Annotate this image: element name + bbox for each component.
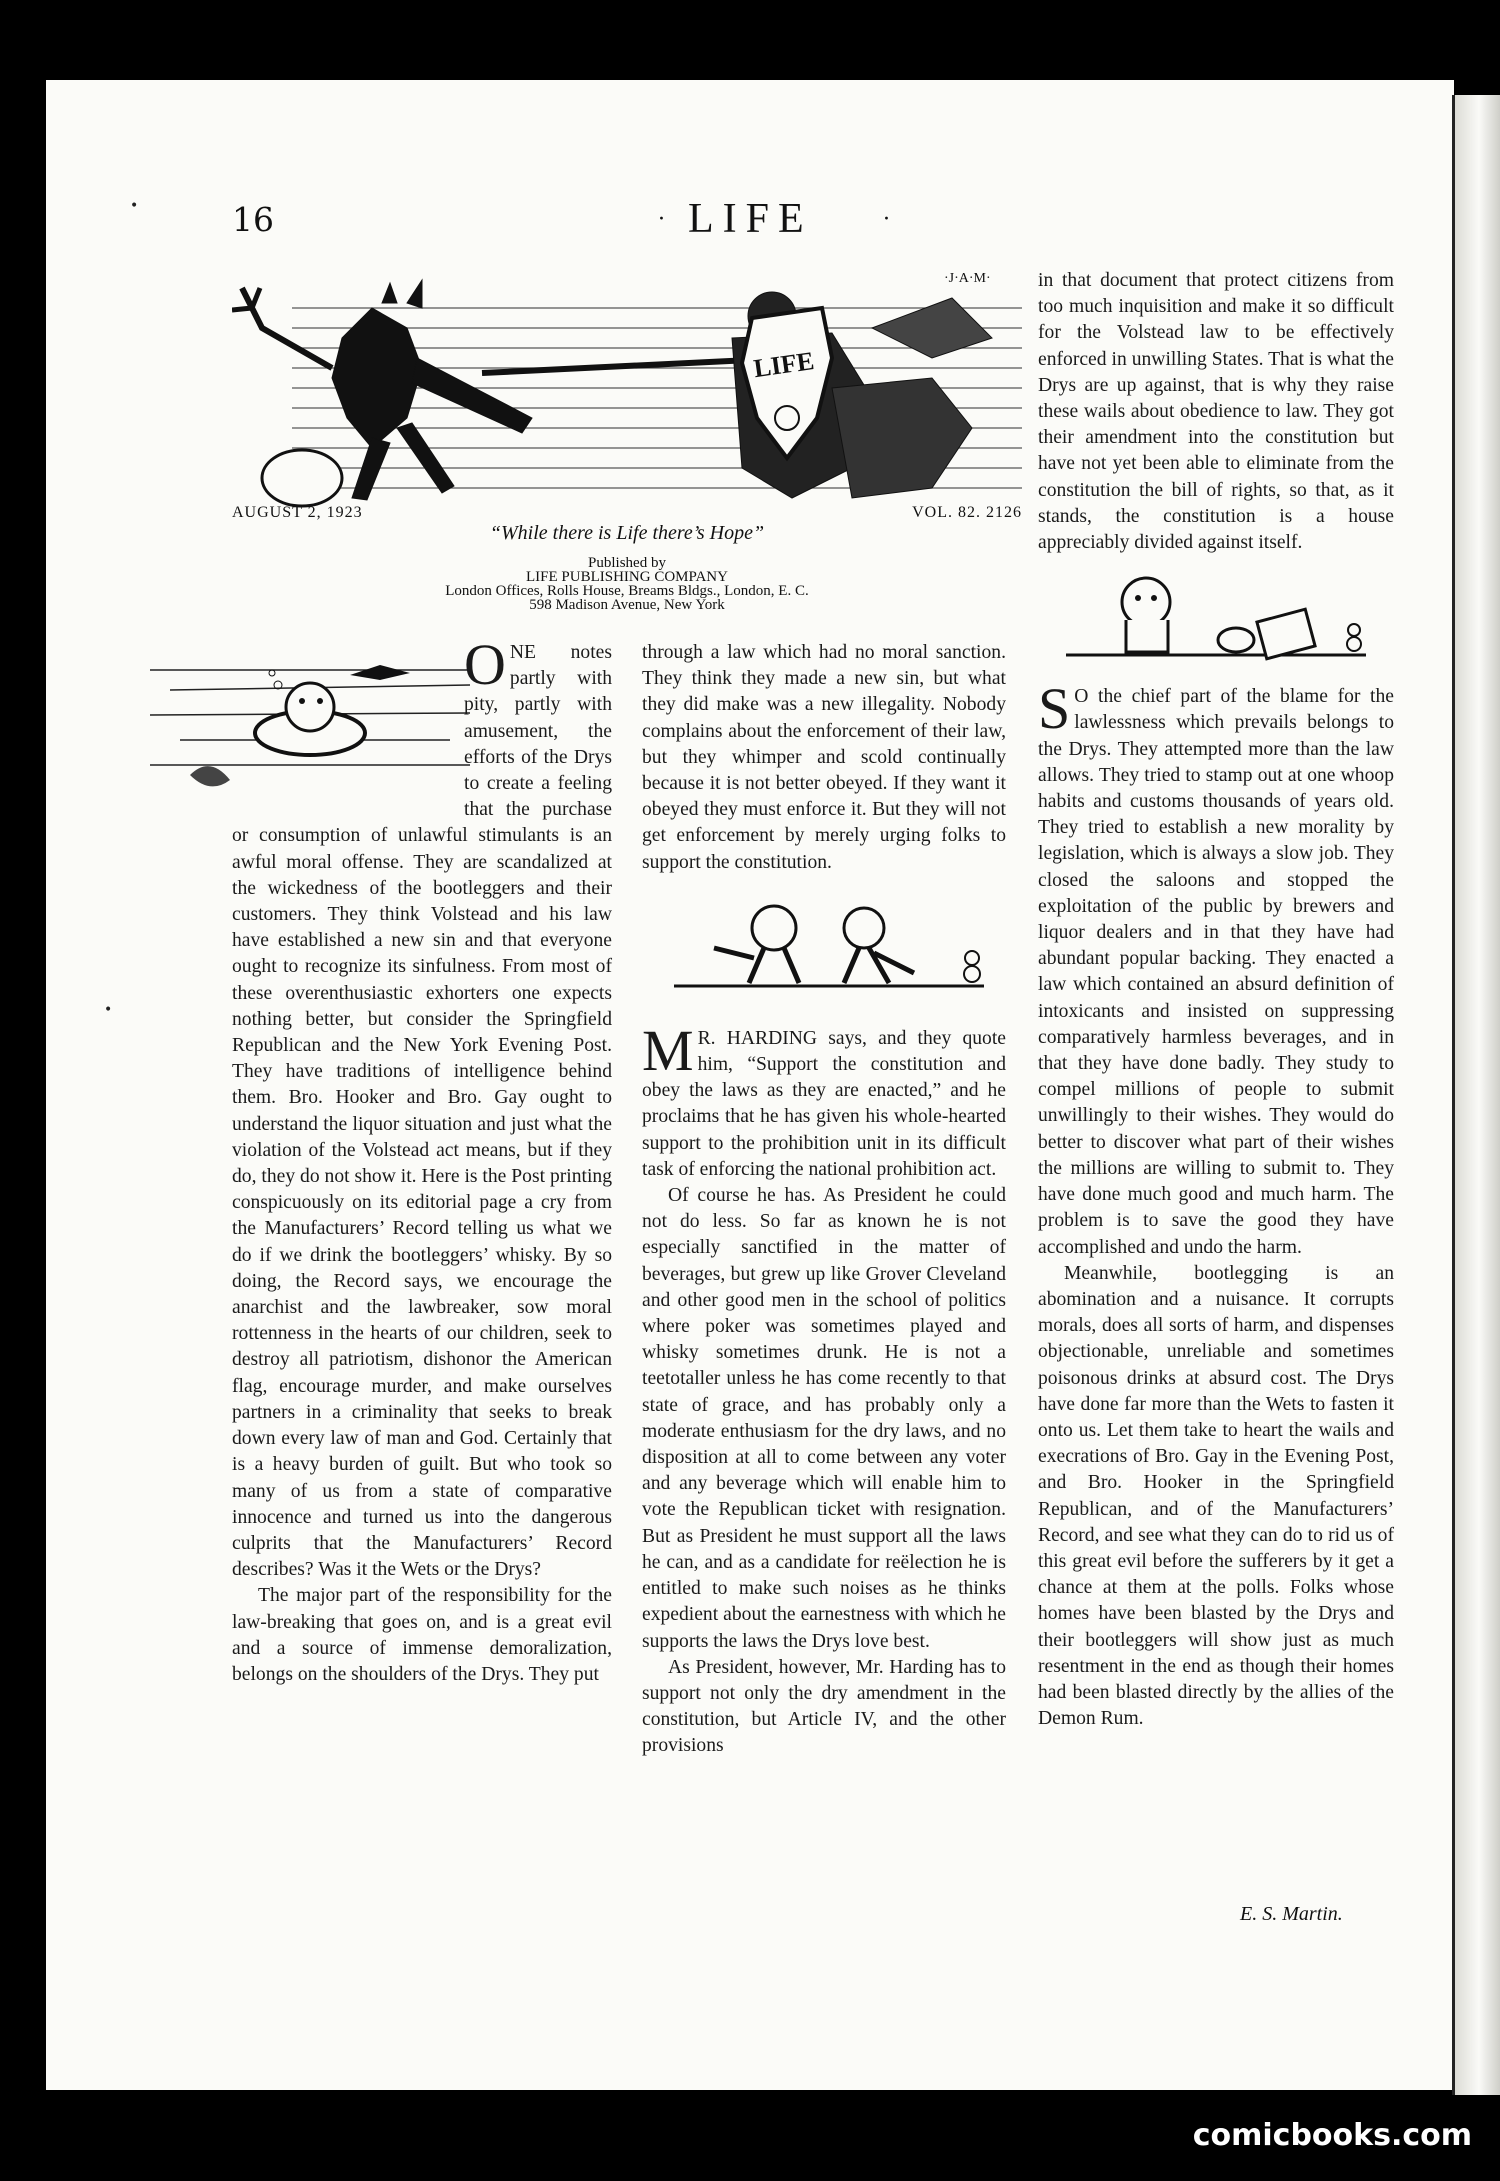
- adjacent-page-edge: [1452, 95, 1500, 2095]
- publisher-line-1: Published by: [588, 555, 666, 571]
- col3-paragraph-1: in that document that protect citizens from too much inquisition and make it so difficult for the Volstead law to be effectively enforced in unwilling States. That is what the Drys are up against, that is why they raise these wails about obedience to law. They got their amendment into the constitution but have not yet been able to eliminate from the constitution the bill of rights, so that, as it stands, the constitution is a house appreciably divided against itself.: [1038, 270, 1394, 554]
- shield-label: LIFE: [751, 346, 816, 384]
- site-logo: comicbooks.com: [1192, 2118, 1472, 2153]
- publisher-line-4: 598 Madison Avenue, New York: [529, 597, 725, 613]
- running-figures-vignette: [654, 898, 994, 1008]
- scan-speck: •: [130, 198, 139, 214]
- masthead-title: LIFE: [688, 196, 813, 242]
- masthead-dot-left: ·: [658, 207, 665, 232]
- scan-speck: •: [104, 1002, 113, 1018]
- column-3: [1038, 268, 1394, 1732]
- col3-paragraph-3: Meanwhile, bootlegging is an abomination and a nuisance. It corrupts morals, does all sorts of harm, and dispenses objectionable, unreliable and sometimes poisonous drinks at absurd cost. The Drys have done far more than the Wets to fasten it onto us. Let them take to heart the wails and execrations of Bro. Gay in the Evening Post, and Bro. Hooker in the Springfield Republican, and of the Manufacturers’ Record, and see what they can do to rid us of this great evil before the sufferers by it get a chance at them at the polls. Folks whose homes have been blasted by the Drys and their bootleggers will show just as much resentment in the end as though their homes had been blasted directly by the allies of the Demon Rum.: [1038, 1262, 1394, 1730]
- col1-paragraph-2: The major part of the responsibility for the law-breaking that goes on, and is a great evil and a source of immense demoralization, belongs on the shoulders of the Drys. They put: [232, 1585, 612, 1685]
- banner-signature: ·J·A·M·: [944, 271, 991, 286]
- author-signature: E. S. Martin.: [1240, 1903, 1343, 1925]
- publisher-line-2: LIFE PUBLISHING COMPANY: [526, 569, 728, 585]
- issue-date: AUGUST 2, 1923: [232, 504, 363, 521]
- motto: “While there is Life there’s Hope”: [489, 522, 765, 544]
- masthead-dot-right: ·: [883, 207, 890, 232]
- column-2: [642, 640, 1006, 1760]
- col2-paragraph-1: through a law which had no moral sanction. They think they made a new sin, but what they did make was a new illegality. Nobody complains about the enforcement of their law, but they whimper and scold continually because it is not better obeyed. If they want it obeyed they must enforce it. But they will not get enforcement by merely urging folks to support the constitution.: [642, 642, 1006, 873]
- drop-cap-s: S: [1038, 676, 1071, 742]
- issue-volume: VOL. 82. 2126: [912, 504, 1022, 521]
- col2-paragraph-4: As President, however, Mr. Harding has to support not only the dry amendment in the constitution, but Article IV, and the other provisions: [642, 1656, 1006, 1757]
- col1-paragraph-1: ONE notes partly with pity, partly with amusement, the efforts of the Drys to create a feeling that the purchase or consumption of unlawful stimulants is an awful moral offense. They are scandalized at the wickedness of the bootleggers and their customers. They think Volstead and his law have established a new sin and that everyone ought to recognize its sinfulness. From most of these overenthusiastic exhorters one expects nothing better, but consider the Springfield Republican and the New York Evening Post. They have traditions of intelligence behind them. Bro. Hooker and Bro. Gay ought to understand the liquor situation and just what the violation of the Volstead act means, but if they do, they do not show it. Here is the Post printing conspicuously on its editorial page a cry from the Manufacturers’ Record telling us what we do if we drink the bootleggers’ whisky. By so doing, the Record says, we encourage the anarchist and the lawbreaker, sow moral rottenness in the hearts of our children, seek to destroy all patriotism, dishonor the American flag, encourage murder, and make ourselves partners in a criminality that seeks to break down every law of man and God. Certainly that is a heavy burden of guilt. But who took so many of us from a state of comparative innocence and turned us into the dangerous culprits that the Manufacturers’ Record describes? Was it the Wets or the Drys?: [232, 632, 612, 1581]
- drop-cap-o: O: [464, 632, 506, 697]
- col2-paragraph-2: M R. HARDING says, and they quote him, “Support the constitution and obey the laws as they are enacted,” and he proclaims that he has given his whole-hearted support to the prohibition unit in its difficult task of enforcing the national prohibition act.: [642, 1017, 1006, 1180]
- col3-paragraph-2: S O the chief part of the blame for the lawlessness which prevails belongs to the Drys. They attempted more than the law allows. They tried to stamp out at one whoop habits and customs thousands of years old. They tried to establish a new morality by legislation, which is always a slow job. They closed the saloons and stopped the exploitation of the public by brewers and liquor dealers and in that they have had abundant popular backing. They enacted a law which contained an absurd definition of intoxicants and insisted on suppressing comparatively harmless beverages, and in that they have done badly. They study to compel millions of people to submit unwillingly to their wishes. They would do better to discover what part of their wishes the millions are willing to submit to. They have done much good and much harm. The problem is to save the good they have accomplished and undo the harm.: [1038, 676, 1394, 1258]
- dog-and-can-vignette: [1056, 570, 1376, 670]
- publisher-line-3: London Offices, Rolls House, Breams Bldgs., London, E. C.: [445, 583, 809, 599]
- col2-paragraph-3: Of course he has. As President he could not do less. So far as known he is not especially sanctified in the matter of beverages, but grew up like Grover Cleveland and other good men in the school of politics where poker was sometimes played and whisky sometimes drunk. He is not a teetotaller unless he has come recently to that state of grace, and has probably only a moderate enthusiasm for the dry laws, and no disposition at all to come between any voter and any beverage which will enable him to vote the Republican ticket with resignation. But as President he must support all the laws he can, and as a candidate for reëlection he is entitled to make such noises as he thinks expedient about the earnestness with which he supports the laws the Drys love best.: [642, 1185, 1006, 1652]
- page-number: 16: [232, 200, 274, 239]
- drop-cap-m: M: [642, 1017, 694, 1083]
- banner-illustration: [232, 268, 1022, 514]
- column-1: [232, 632, 612, 1688]
